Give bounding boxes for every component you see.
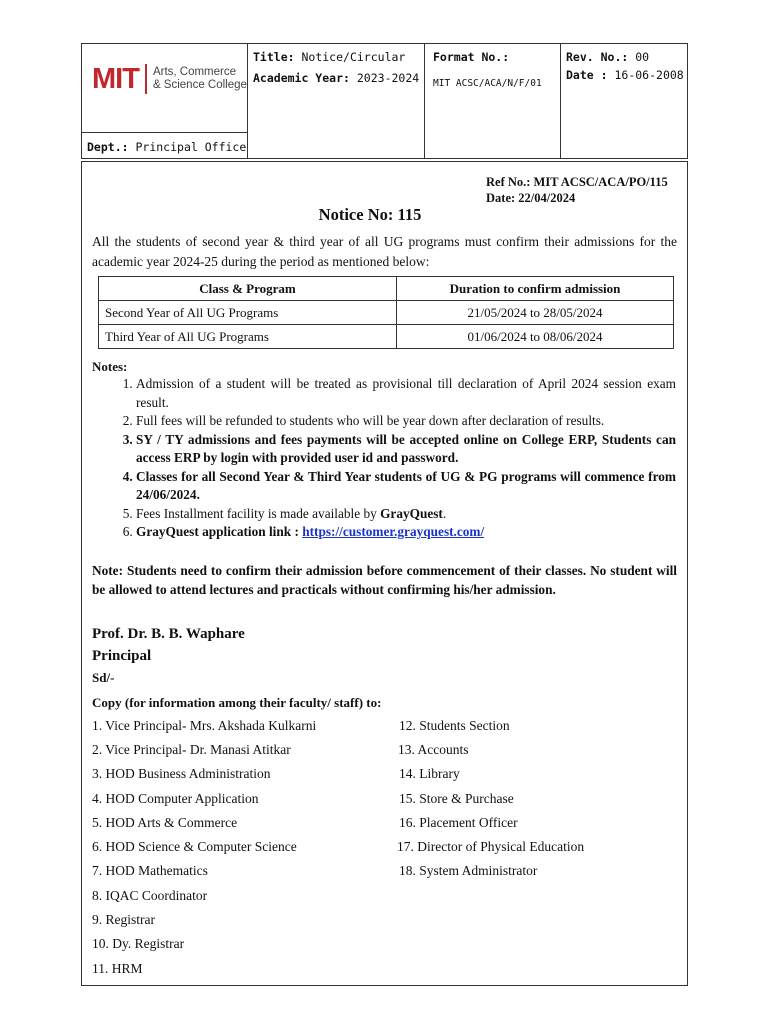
college-logo xyxy=(92,64,247,94)
notice-title: Notice No: 115 xyxy=(318,205,422,224)
copy-item: 2. Vice Principal- Dr. Manasi Atitkar xyxy=(92,742,291,757)
note-text: Fees Installment facility is made available by xyxy=(136,505,381,521)
format-no-field xyxy=(433,48,509,66)
copy-item: 9. Registrar xyxy=(92,912,155,927)
note-item xyxy=(136,523,676,542)
copy-item: 17. Director of Physical Education xyxy=(397,839,585,854)
table-cell-duration: 21/05/2024 to 28/05/2024 xyxy=(397,301,674,325)
table-cell-class: Third Year of All UG Programs xyxy=(99,325,397,349)
copy-item: 6. HOD Science & Computer Science xyxy=(92,839,297,854)
grayquest-link[interactable]: https://customer.grayquest.com/ xyxy=(302,524,485,539)
logo-line-2: & Science College xyxy=(152,79,247,91)
copy-item: 16. Placement Officer xyxy=(399,815,518,830)
dept-value: Principal Office xyxy=(135,140,247,154)
copy-item: 12. Students Section xyxy=(399,718,510,733)
table-header-row xyxy=(99,277,674,301)
academic-year-field xyxy=(253,69,419,87)
title-field xyxy=(253,48,405,66)
copy-item: 5. HOD Arts & Commerce xyxy=(92,815,238,830)
title-label: Title: xyxy=(253,50,295,64)
table-row xyxy=(99,325,674,349)
copy-item: 15. Store & Purchase xyxy=(399,791,514,806)
note-item: 2. Full fees will be refunded to students who will be year down after declaration of results. xyxy=(136,412,676,431)
rev-date-field xyxy=(566,66,684,84)
title-value: Notice/Circular xyxy=(301,50,406,64)
admission-schedule-table xyxy=(98,276,674,349)
note-item: 4. Classes for all Second Year & Third Year students of UG & PG programs will commence from 24/06/2024. xyxy=(136,468,676,505)
copy-item: 11. HRM xyxy=(92,961,143,976)
table-row xyxy=(99,301,674,325)
rev-no-field xyxy=(566,48,649,66)
logo-line-1: Arts, Commerce xyxy=(152,66,237,78)
format-no-value: MIT ACSC/ACA/N/F/01 xyxy=(433,78,542,89)
logo-mark: MIT xyxy=(92,62,139,95)
document-header xyxy=(81,43,688,159)
copy-item: 18. System Administrator xyxy=(399,863,538,878)
rev-date-label: Date : xyxy=(566,68,608,82)
academic-year-label: Academic Year: xyxy=(253,71,350,85)
copy-item: 10. Dy. Registrar xyxy=(92,936,185,951)
table-header-class: Class & Program xyxy=(99,277,397,301)
dept-field xyxy=(87,138,246,156)
notes-list xyxy=(92,375,676,542)
academic-year-value: 2023-2024 xyxy=(356,71,420,85)
ref-no: Ref No.: MIT ACSC/ACA/PO/115 xyxy=(486,175,668,189)
format-no-label: Format No.: xyxy=(433,50,510,64)
grayquest-name: GrayQuest xyxy=(380,505,443,521)
logo-divider xyxy=(145,64,147,94)
copy-to-heading: Copy (for information among their faculty/ staff) to: xyxy=(92,695,382,710)
table-header-duration: Duration to confirm admission xyxy=(397,277,674,301)
rev-no-label: Rev. No.: xyxy=(566,50,629,64)
copy-item: 7. HOD Mathematics xyxy=(92,863,208,878)
logo-text xyxy=(153,66,247,92)
notes-label: Notes: xyxy=(92,359,128,374)
signatory-title: Principal xyxy=(92,648,152,664)
note-item: 1. Admission of a student will be treated as provisional till declaration of April 2024 session exam result. xyxy=(136,375,676,412)
copy-item: 8. IQAC Coordinator xyxy=(92,888,208,903)
reference-block xyxy=(486,174,668,206)
signed-mark: Sd/- xyxy=(92,670,115,685)
copy-item: 4. HOD Computer Application xyxy=(92,791,259,806)
signatory-name: Prof. Dr. B. B. Waphare xyxy=(92,626,245,642)
rev-date-value: 16-06-2008 xyxy=(614,68,684,82)
final-note: Note: Students need to confirm their admission before commencement of their classes. No student will be allowed to attend lectures and practicals without confirming his/her admission. xyxy=(92,563,677,597)
copy-item: 3. HOD Business Administration xyxy=(92,766,271,781)
rev-no-value: 00 xyxy=(635,50,650,64)
copy-item: 14. Library xyxy=(399,766,460,781)
note-item xyxy=(136,505,676,524)
table-cell-duration: 01/06/2024 to 08/06/2024 xyxy=(397,325,674,349)
notice-date: Date: 22/04/2024 xyxy=(486,191,576,205)
dept-label: Dept.: xyxy=(87,140,129,154)
intro-paragraph: All the students of second year & third year of all UG programs must confirm their admissions for the academic year 2024-25 during the period as mentioned below: xyxy=(92,234,677,269)
copy-item: 13. Accounts xyxy=(398,742,469,757)
note-end: . xyxy=(442,505,447,521)
notice-body xyxy=(81,161,688,986)
copy-item: 1. Vice Principal- Mrs. Akshada Kulkarni xyxy=(92,718,317,733)
table-cell-class: Second Year of All UG Programs xyxy=(99,301,397,325)
note-item: 3. SY / TY admissions and fees payments will be accepted online on College ERP, Students can access ERP by login with provided user id and password. xyxy=(136,431,676,468)
note-text: GrayQuest application link : xyxy=(136,524,303,539)
